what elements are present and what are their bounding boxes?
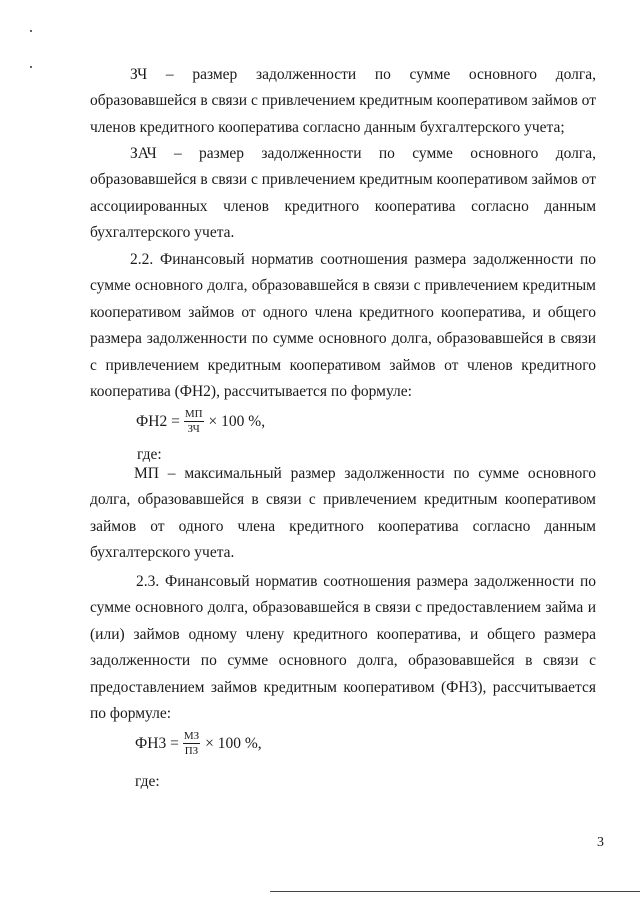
formula-fn2 [136, 408, 265, 435]
formula-fn3-numerator: МЗ [183, 730, 200, 742]
formula-fn3-fraction [183, 730, 200, 757]
scan-speck [30, 30, 32, 32]
formula-fn3-rhs: × 100 %, [205, 734, 262, 752]
formula-fn3 [135, 730, 262, 757]
paragraph-mp-definition: МП – максимальный размер задолженности по сумме основного долга, образовавшейся в связи с привлечением кредитным кооперативом займов от одного члена кредитного кооператива согласно данным бухгалтерского учета. [90, 465, 596, 562]
where-label: где: [137, 446, 162, 463]
formula-fn2-denominator: ЗЧ [187, 423, 200, 435]
formula-fn2-fraction [184, 408, 204, 435]
formula-fn3-denominator: ПЗ [184, 745, 199, 757]
paragraph-zach-definition: ЗАЧ – размер задолженности по сумме основного долга, образовавшейся в связи с привлечением кредитным кооперативом займов от ассоциированных членов кредитного кооператива согласно данным бухгалтерского учета. [90, 145, 596, 242]
page-number: 3 [597, 835, 604, 850]
paragraph-2-2: 2.2. Финансовый норматив соотношения размера задолженности по сумме основного долга, образовавшейся в связи с привлечением кредитным кооперативом займов от одного члена кредитного кооператива, и общего размера задолженности по сумме основного долга, образовавшейся в связи с привлечением кредитным кооперативом займов от членов кредитного кооператива (ФН2), рассчитывается по формуле: [90, 251, 596, 401]
paragraph-2-3: 2.3. Финансовый норматив соотношения размера задолженности по сумме основного долга, образовавшейся в связи с предоставлением займа и (или) займов одному члену кредитного кооператива, и общего размера задолженности по сумме основного долга, образовавшейся в связи с предоставлением займов кредитным кооперативом (ФН3), рассчитывается по формуле: [90, 573, 596, 723]
where-label: где: [135, 773, 160, 790]
formula-fn2-rhs: × 100 %, [208, 412, 266, 430]
scan-edge-line [270, 891, 640, 892]
formula-fn3-lhs: ФН3 = [135, 734, 179, 752]
paragraph-zch-definition: ЗЧ – размер задолженности по сумме основного долга, образовавшейся в связи с привлечением кредитным кооперативом займов от членов кредитного кооператива согласно данным бухгалтерского учета; [90, 66, 596, 136]
formula-fn2-numerator: МП [184, 408, 203, 420]
scan-speck [30, 66, 32, 68]
formula-fn2-lhs: ФН2 = [136, 412, 180, 430]
